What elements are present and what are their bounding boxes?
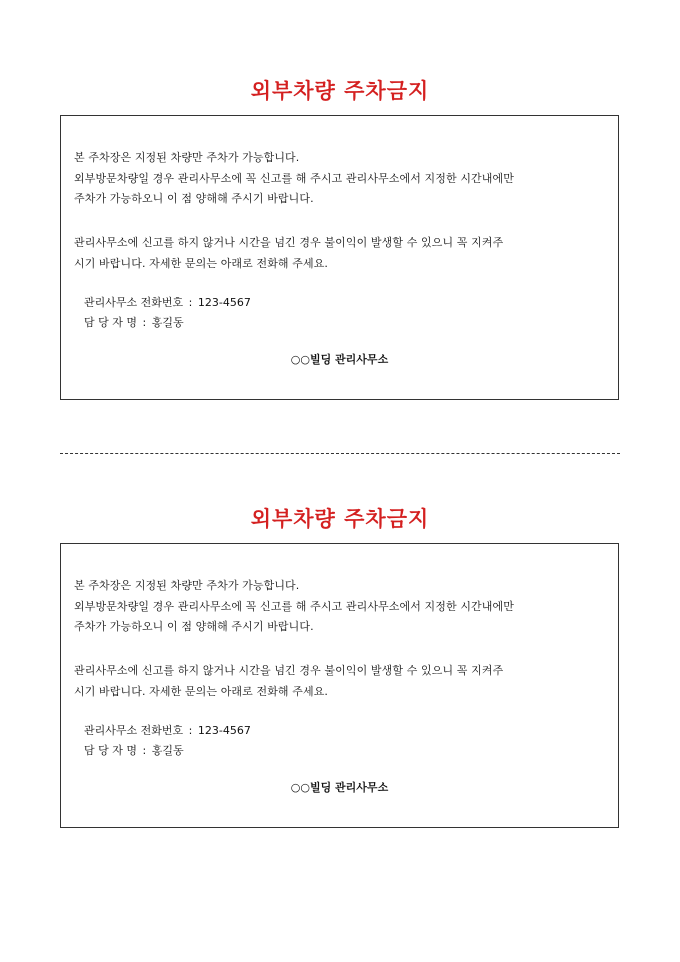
manager-separator: : [142,316,147,329]
notice-box [60,115,619,400]
notice-line: 외부방문차량일 경우 관리사무소에 꼭 신고를 해 주시고 관리사무소에서 지정한 시간내에만 [74,599,514,613]
phone-row [84,721,251,741]
notice-paragraph-2 [74,233,609,274]
notice-line: 시기 바랍니다. 자세한 문의는 아래로 전화해 주세요. [74,256,329,270]
manager-label: 담 당 자 명 [84,316,137,329]
manager-value: 홍길동 [151,744,184,757]
contact-info [84,721,251,761]
manager-label: 담 당 자 명 [84,744,137,757]
notice-title: 외부차량 주차금지 [250,78,430,103]
notice-line: 본 주차장은 지정된 차량만 주차가 가능합니다. [74,579,300,592]
notice-paragraph-1 [74,148,609,210]
phone-row [84,293,251,313]
phone-separator: : [188,724,193,737]
phone-value: 123-4567 [197,724,251,737]
organization-name: ○○빌딩 관리사무소 [290,781,389,794]
manager-separator: : [142,744,147,757]
phone-label: 관리사무소 전화번호 [84,296,184,309]
phone-separator: : [188,296,193,309]
cut-line-divider [60,453,620,454]
notice-line: 본 주차장은 지정된 차량만 주차가 가능합니다. [74,151,300,164]
manager-row [84,741,251,761]
notice-paragraph-1 [74,576,609,638]
organization-name: ○○빌딩 관리사무소 [290,353,389,366]
notice-line: 외부방문차량일 경우 관리사무소에 꼭 신고를 해 주시고 관리사무소에서 지정한 시간내에만 [74,171,514,185]
notice-title: 외부차량 주차금지 [250,506,430,531]
notice-line: 시기 바랍니다. 자세한 문의는 아래로 전화해 주세요. [74,684,329,698]
phone-value: 123-4567 [197,296,251,309]
manager-value: 홍길동 [151,316,184,329]
notice-box [60,543,619,828]
phone-label: 관리사무소 전화번호 [84,724,184,737]
contact-info [84,293,251,333]
notice-paragraph-2 [74,661,609,702]
notice-line: 관리사무소에 신고를 하지 않거나 시간을 넘긴 경우 불이익이 발생할 수 있으니 꼭 지켜주 [74,664,504,677]
notice-line: 관리사무소에 신고를 하지 않거나 시간을 넘긴 경우 불이익이 발생할 수 있으니 꼭 지켜주 [74,236,504,249]
notice-line: 주차가 가능하오니 이 점 양해해 주시기 바랍니다. [74,192,314,205]
manager-row [84,313,251,333]
notice-line: 주차가 가능하오니 이 점 양해해 주시기 바랍니다. [74,620,314,633]
